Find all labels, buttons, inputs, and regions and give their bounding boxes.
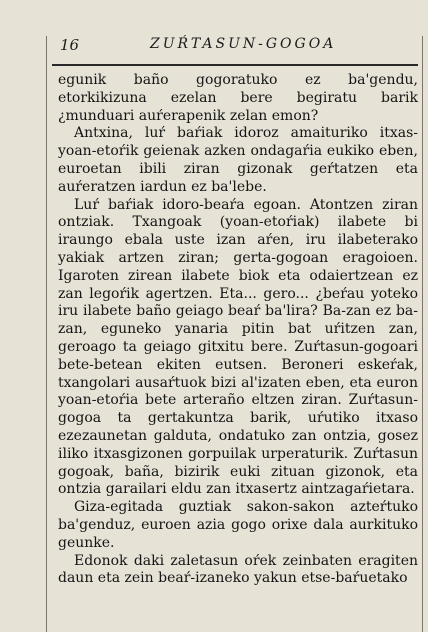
page-left-edge — [46, 36, 47, 632]
paragraph: Giza-egitada guztiak sakon-sakon azteŕtuko ba'genduz, euroen azia gogo orixe dala aurkituko geunke. — [58, 499, 418, 551]
running-title: ZUŔTASUN-GOGOA — [150, 36, 337, 52]
paragraph: Edonok daki zaletasun oŕek zeinbaten eragiten daun eta zein beaŕ-izaneko yakun etse-baŕuetako — [58, 552, 418, 587]
page-right-edge — [422, 36, 423, 632]
header-rule — [52, 64, 418, 66]
page-number: 16 — [60, 36, 80, 54]
paragraph: Luŕ baŕiak idoro-beaŕa egoan. Atontzen ziran ontziak. Txangoak (yoan-etoŕiak) ilabete bi iraungo ebala uste izan aŕen, iru ilabeterako yakiak artzen ziran; gerta-gogoan eragoioen. Igaroten zirean ilabete biok eta odaiertzean ez zan legoŕik agertzen. Eta... gero... ¿beŕau yoteko iru ilabete baño geiago beaŕ ba'lira? Ba-zan ez ba-zan, eguneko yanaria pitin bat uŕitzen zan, geroago ta geiago gitxitu bere. Zuŕtasun-gogoari bete-betean ekiten eutsen. Beroneri eskeŕak, txangolari ausaŕtuok bizi al'izaten eben, eta euron yoan-etoŕia bete arteraño eltzen ziran. Zuŕtasun-gogoa ta gertakuntza barik, uŕutiko itxaso ezezaunetan galduta, ondatuko zan ontzia, gosez iliko itxasgizonen gorpuilak urperaturik. Zuŕtasun gogoak, baña, bizirik euki zituan gizonok, eta ontzia garailari eldu zan itxasertz aintzagaŕietara. — [58, 196, 418, 498]
body-text — [58, 72, 418, 588]
paragraph: Antxina, luŕ baŕiak idoroz amaituriko itxas-yoan-etoŕik geienak azken ondagaŕia eukiko eben, euroetan ibili ziran gizonak geŕtatzen eta auŕeratzen iardun ez ba'lebe. — [58, 125, 418, 195]
page-header — [60, 36, 410, 60]
paragraph: egunik baño gogoratuko ez ba'gendu, etorkikizuna ezelan bere begiratu barik ¿munduari auŕerapenik zelan emon? — [58, 72, 418, 124]
